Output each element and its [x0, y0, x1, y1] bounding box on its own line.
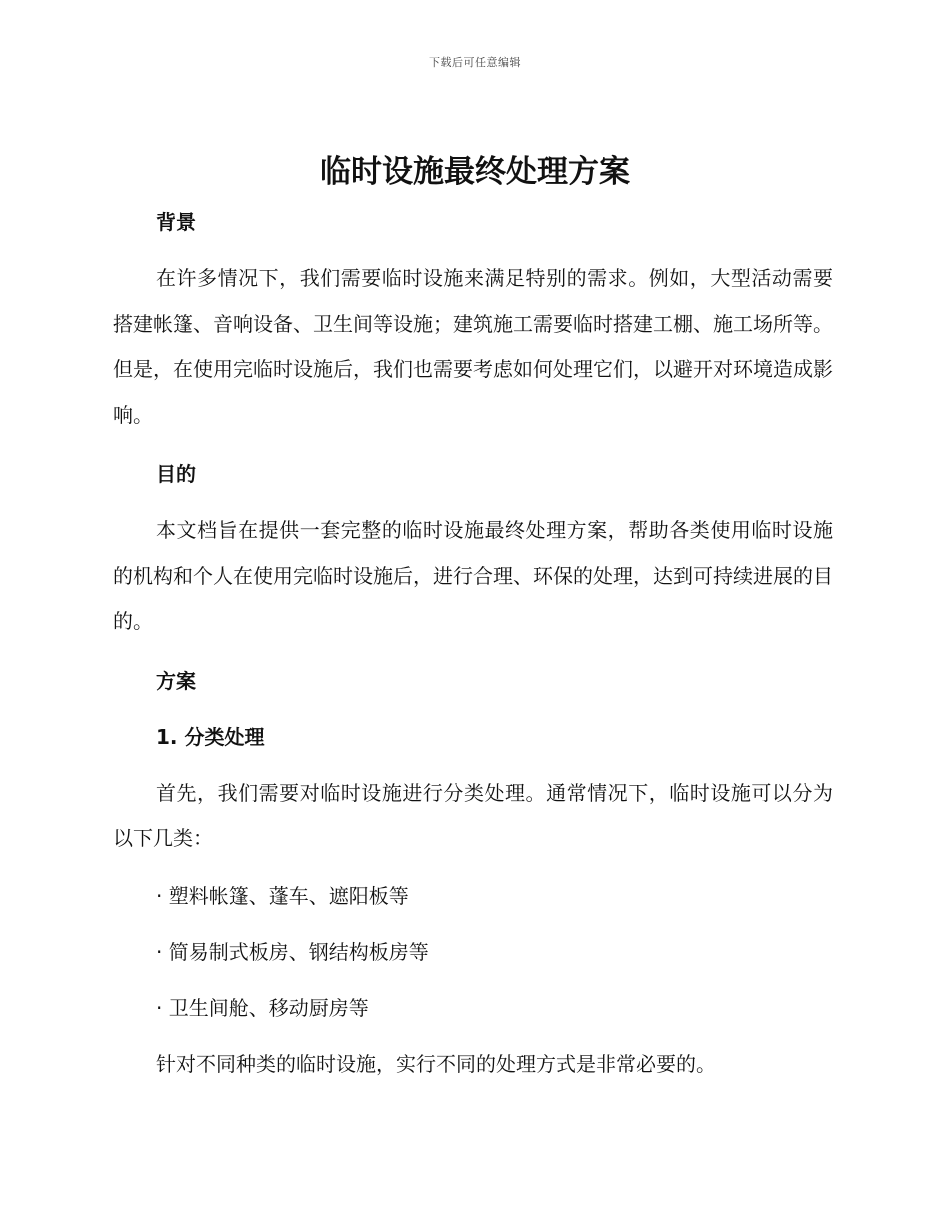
paragraph-plan-conclusion: 针对不同种类的临时设施，实行不同的处理方式是非常必要的。: [156, 1051, 716, 1076]
list-item: · 塑料帐篷、蓬车、遮阳板等: [156, 883, 409, 908]
paragraph-plan-intro: 首先，我们需要对临时设施进行分类处理。通常情况下，临时设施可以分为以下几类：: [113, 780, 833, 850]
heading-background: 背景: [156, 210, 196, 234]
document-body: [113, 200, 833, 1087]
paragraph-purpose: 本文档旨在提供一套完整的临时设施最终处理方案，帮助各类使用临时设施的机构和个人在使用完临时设施后，进行合理、环保的处理，达到可持续进展的目的。: [113, 518, 833, 633]
heading-purpose: 目的: [156, 462, 196, 486]
heading-plan: 方案: [156, 668, 196, 693]
paragraph-background: 在许多情况下，我们需要临时设施来满足特别的需求。例如，大型活动需要搭建帐篷、音响设备、卫生间等设施；建筑施工需要临时搭建工棚、施工场所等。但是，在使用完临时设施后，我们也需要考虑如何处理它们，以避开对环境造成影响。: [113, 266, 833, 427]
header-note: 下载后可任意编辑: [429, 56, 521, 69]
list-item: · 简易制式板房、钢结构板房等: [156, 939, 429, 964]
list-item: · 卫生间舱、移动厨房等: [156, 995, 369, 1020]
subheading-classification: 1. 分类处理: [156, 724, 265, 749]
document-title: 临时设施最终处理方案: [320, 154, 630, 190]
